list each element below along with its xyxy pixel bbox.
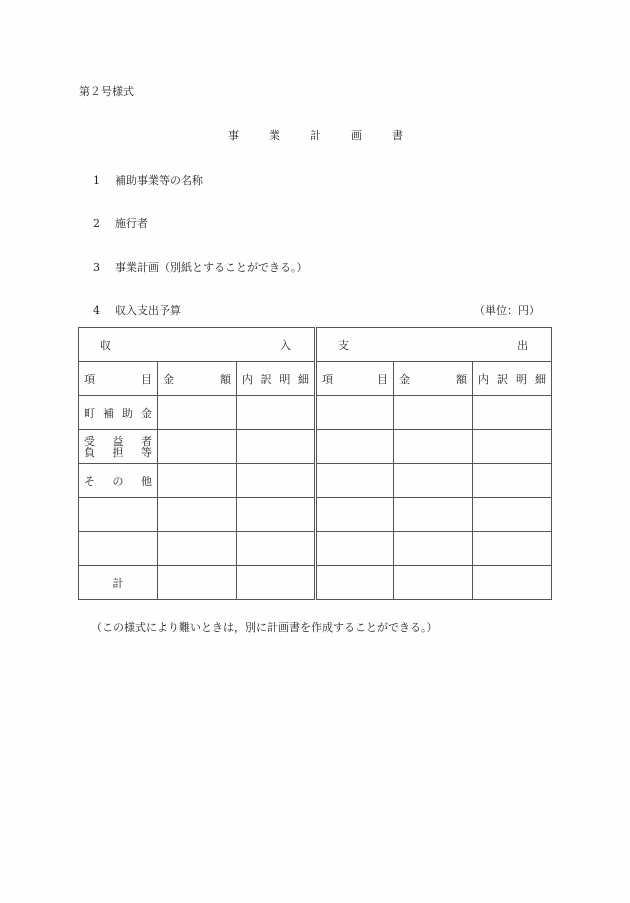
- title-char: 事: [228, 129, 239, 142]
- cell-input[interactable]: [473, 464, 552, 498]
- cell-input[interactable]: [237, 566, 316, 600]
- cell-input[interactable]: [394, 498, 473, 532]
- col-item: [79, 362, 158, 396]
- cell-input[interactable]: [316, 430, 394, 464]
- col-char: 項: [84, 372, 95, 386]
- cell-input[interactable]: [158, 566, 237, 600]
- col-char: 目: [141, 372, 152, 386]
- income-header: [79, 328, 316, 362]
- cell-input[interactable]: [316, 532, 394, 566]
- cell-input[interactable]: [158, 396, 237, 430]
- col-char: 内: [242, 372, 253, 386]
- budget-table: [78, 327, 552, 600]
- section-label: 施行者: [115, 217, 148, 230]
- cell-input[interactable]: [79, 532, 158, 566]
- section-executor: [93, 215, 148, 231]
- label-char: 他: [141, 474, 152, 488]
- table-row: [79, 430, 552, 464]
- table-row: [79, 498, 552, 532]
- cell-input[interactable]: [394, 532, 473, 566]
- cell-input[interactable]: [237, 498, 316, 532]
- cell-input[interactable]: [237, 532, 316, 566]
- section-number: 2: [93, 217, 100, 230]
- label-char: 者: [141, 434, 152, 448]
- section-number: 4: [93, 304, 100, 317]
- cell-input[interactable]: [473, 532, 552, 566]
- cell-input[interactable]: [158, 464, 237, 498]
- col-char: 細: [298, 372, 310, 386]
- expense-header: [316, 328, 552, 362]
- row-label-beneficiary-share: [79, 430, 158, 464]
- section-project-plan: [93, 259, 308, 275]
- col-detail: [237, 362, 316, 396]
- cell-input[interactable]: [394, 566, 473, 600]
- section-project-name: [93, 172, 203, 188]
- label-char: 担: [112, 445, 124, 459]
- col-char: 訳: [497, 372, 509, 386]
- cell-input[interactable]: [394, 430, 473, 464]
- col-char: 目: [377, 372, 389, 386]
- table-row: [79, 532, 552, 566]
- cell-input[interactable]: [158, 498, 237, 532]
- col-char: 訳: [260, 372, 272, 386]
- section-number: 1: [93, 174, 100, 187]
- cell-input[interactable]: [237, 430, 316, 464]
- cell-input[interactable]: [473, 566, 552, 600]
- label-char: 金: [141, 406, 152, 420]
- footnote: （この様式により難いときは，別に計画書を作成することができる。）: [91, 621, 438, 634]
- col-char: 明: [516, 372, 528, 386]
- col-amount: [158, 362, 237, 396]
- title-char: 計: [310, 129, 321, 142]
- table-total-row: [79, 566, 552, 600]
- cell-input[interactable]: [158, 430, 237, 464]
- table-row: [79, 464, 552, 498]
- cell-input[interactable]: [316, 464, 394, 498]
- section-number: 3: [93, 261, 100, 274]
- header-char: 入: [280, 338, 292, 352]
- cell-input[interactable]: [79, 498, 158, 532]
- title-char: 業: [269, 129, 280, 142]
- cell-input[interactable]: [316, 396, 394, 430]
- cell-input[interactable]: [394, 396, 473, 430]
- label-char: そ: [84, 474, 95, 488]
- cell-input[interactable]: [316, 566, 394, 600]
- cell-input[interactable]: [237, 396, 316, 430]
- column-header-row: [79, 362, 552, 396]
- section-budget: [93, 302, 181, 318]
- col-char: 額: [456, 372, 468, 386]
- unit-label: （単位：円）: [474, 304, 540, 317]
- col-char: 金: [163, 372, 174, 386]
- col-char: 金: [399, 372, 411, 386]
- document-title: [228, 127, 433, 143]
- label-char: 等: [141, 445, 152, 459]
- cell-input[interactable]: [473, 498, 552, 532]
- col-char: 細: [535, 372, 547, 386]
- cell-input[interactable]: [394, 464, 473, 498]
- col-char: 項: [322, 372, 334, 386]
- label-char: 受: [84, 434, 95, 448]
- section-label: 収入支出予算: [115, 304, 181, 317]
- label-char: 町: [84, 406, 95, 420]
- col-char: 額: [220, 372, 231, 386]
- cell-input[interactable]: [237, 464, 316, 498]
- title-char: 書: [392, 129, 403, 142]
- section-label: 事業計画（別紙とすることができる。）: [115, 261, 308, 274]
- label-char: 助: [122, 406, 133, 420]
- cell-input[interactable]: [473, 430, 552, 464]
- title-char: 画: [351, 129, 362, 142]
- col-item: [316, 362, 394, 396]
- table-header-row: [79, 328, 552, 362]
- cell-input[interactable]: [316, 498, 394, 532]
- cell-input[interactable]: [158, 532, 237, 566]
- header-char: 出: [517, 338, 529, 352]
- form-number: 第２号様式: [79, 85, 134, 98]
- table-row: [79, 396, 552, 430]
- col-char: 明: [279, 372, 291, 386]
- row-label-other: [79, 464, 158, 498]
- label-char: 負: [84, 445, 95, 459]
- label-char: 益: [112, 434, 124, 448]
- col-detail: [473, 362, 552, 396]
- label-char: 補: [103, 406, 114, 420]
- label-char: の: [112, 474, 124, 488]
- row-label-town-subsidy: [79, 396, 158, 430]
- header-char: 収: [100, 338, 111, 352]
- header-char: 支: [338, 338, 350, 352]
- col-amount: [394, 362, 473, 396]
- cell-input[interactable]: [473, 396, 552, 430]
- section-label: 補助事業等の名称: [115, 174, 203, 187]
- row-label-total: 計: [79, 566, 158, 600]
- col-char: 内: [478, 372, 490, 386]
